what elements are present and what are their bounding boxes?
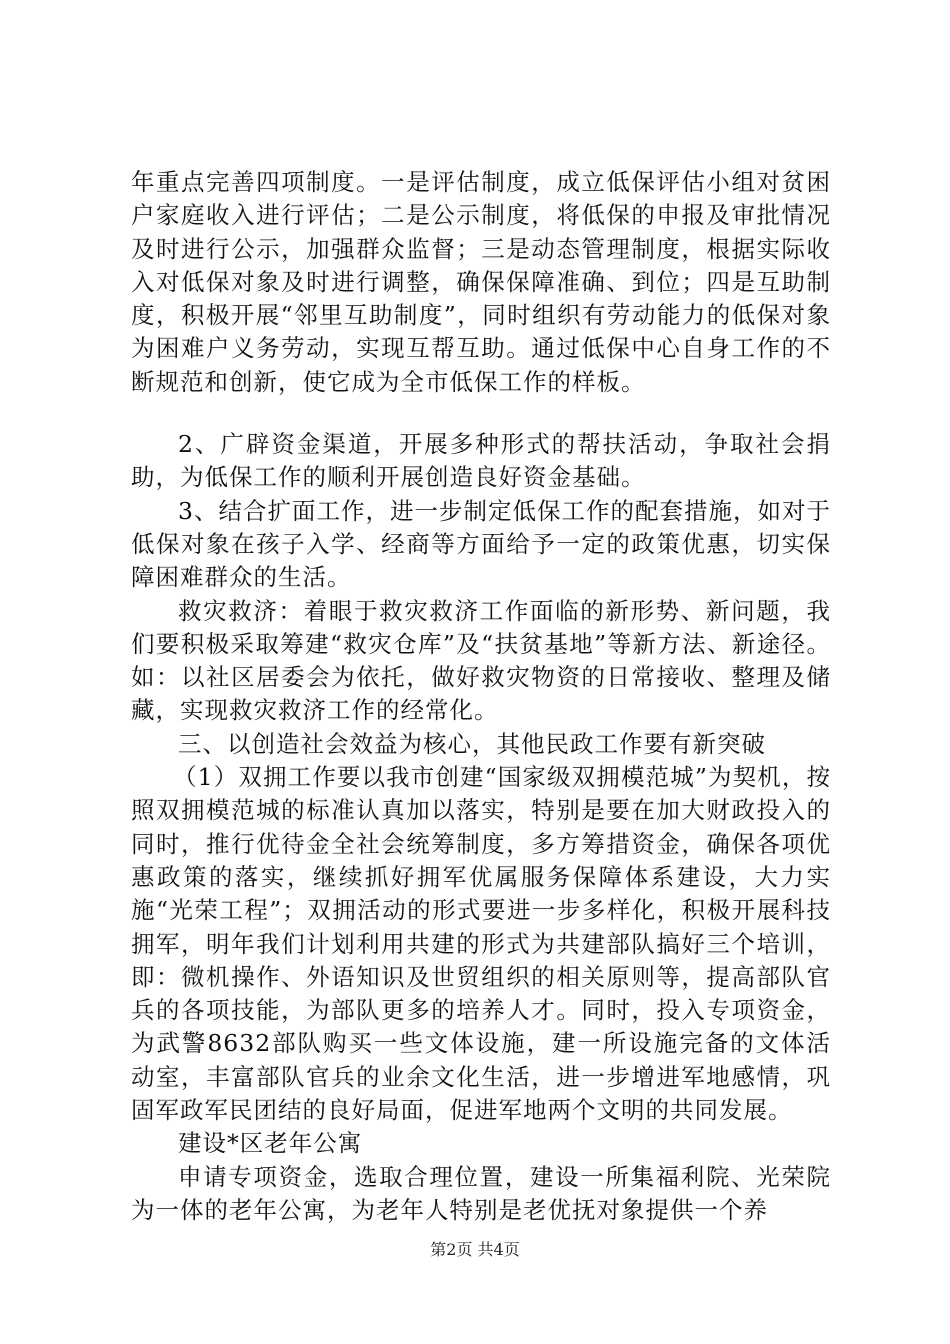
page-number-footer: 第2页 共4页 xyxy=(430,1240,520,1259)
subheading-elderly-apartment: 建设*区老年公寓 xyxy=(178,1129,363,1158)
paragraph-elderly-apartment: 申请专项资金，选取合理位置，建设一所集福利院、光荣院为一体的老年公寓，为老年人特别是老优抚对象提供一个养 xyxy=(131,1162,831,1224)
section-heading-three: 三、以创造社会效益为核心，其他民政工作要有新突破 xyxy=(178,729,766,758)
paragraph-gap xyxy=(131,399,831,428)
paragraph-funding-channels: 2、广辟资金渠道，开展多种形式的帮扶活动，争取社会捐助，为低保工作的顺利开展创造良好资金基础。 xyxy=(131,430,831,492)
document-body xyxy=(131,166,831,1227)
paragraph-double-support: （1）双拥工作要以我市创建“国家级双拥模范城”为契机，按照双拥模范城的标准认真加以落实，特别是要在加大财政投入的同时，推行优待金全社会统筹制度，多方筹措资金，确保各项优惠政策的落实，继续抓好拥军优属服务保障体系建设，大力实施“光荣工程”；双拥活动的形式要进一步多样化，积极开展科技拥军，明年我们计划利用共建的形式为共建部队搞好三个培训，即：微机操作、外语知识及世贸组织的相关原则等，提高部队官兵的各项技能，为部队更多的培养人才。同时，投入专项资金，为武警8632部队购买一些文体设施，建一所设施完备的文体活动室，丰富部队官兵的业余文化生活，进一步增进军地感情，巩固军政军民团结的良好局面，促进军地两个文明的共同发展。 xyxy=(131,763,831,1125)
paragraph-disaster-relief: 救灾救济：着眼于救灾救济工作面临的新形势、新问题，我们要积极采取筹建“救灾仓库”及“扶贫基地”等新方法、新途径。如：以社区居委会为依托，做好救灾物资的日常接收、整理及储藏，实现救灾救济工作的经常化。 xyxy=(131,596,831,725)
paragraph-low-income-systems: 年重点完善四项制度。一是评估制度，成立低保评估小组对贫困户家庭收入进行评估；二是公示制度，将低保的申报及审批情况及时进行公示，加强群众监督；三是动态管理制度，根据实际收入对低保对象及时进行调整，确保保障准确、到位；四是互助制度，积极开展“邻里互助制度”，同时组织有劳动能力的低保对象为困难户义务劳动，实现互帮互助。通过低保中心自身工作的不断规范和创新，使它成为全市低保工作的样板。 xyxy=(131,168,831,396)
paragraph-supporting-measures: 3、结合扩面工作，进一步制定低保工作的配套措施，如对于低保对象在孩子入学、经商等方面给予一定的政策优惠，切实保障困难群众的生活。 xyxy=(131,496,831,592)
